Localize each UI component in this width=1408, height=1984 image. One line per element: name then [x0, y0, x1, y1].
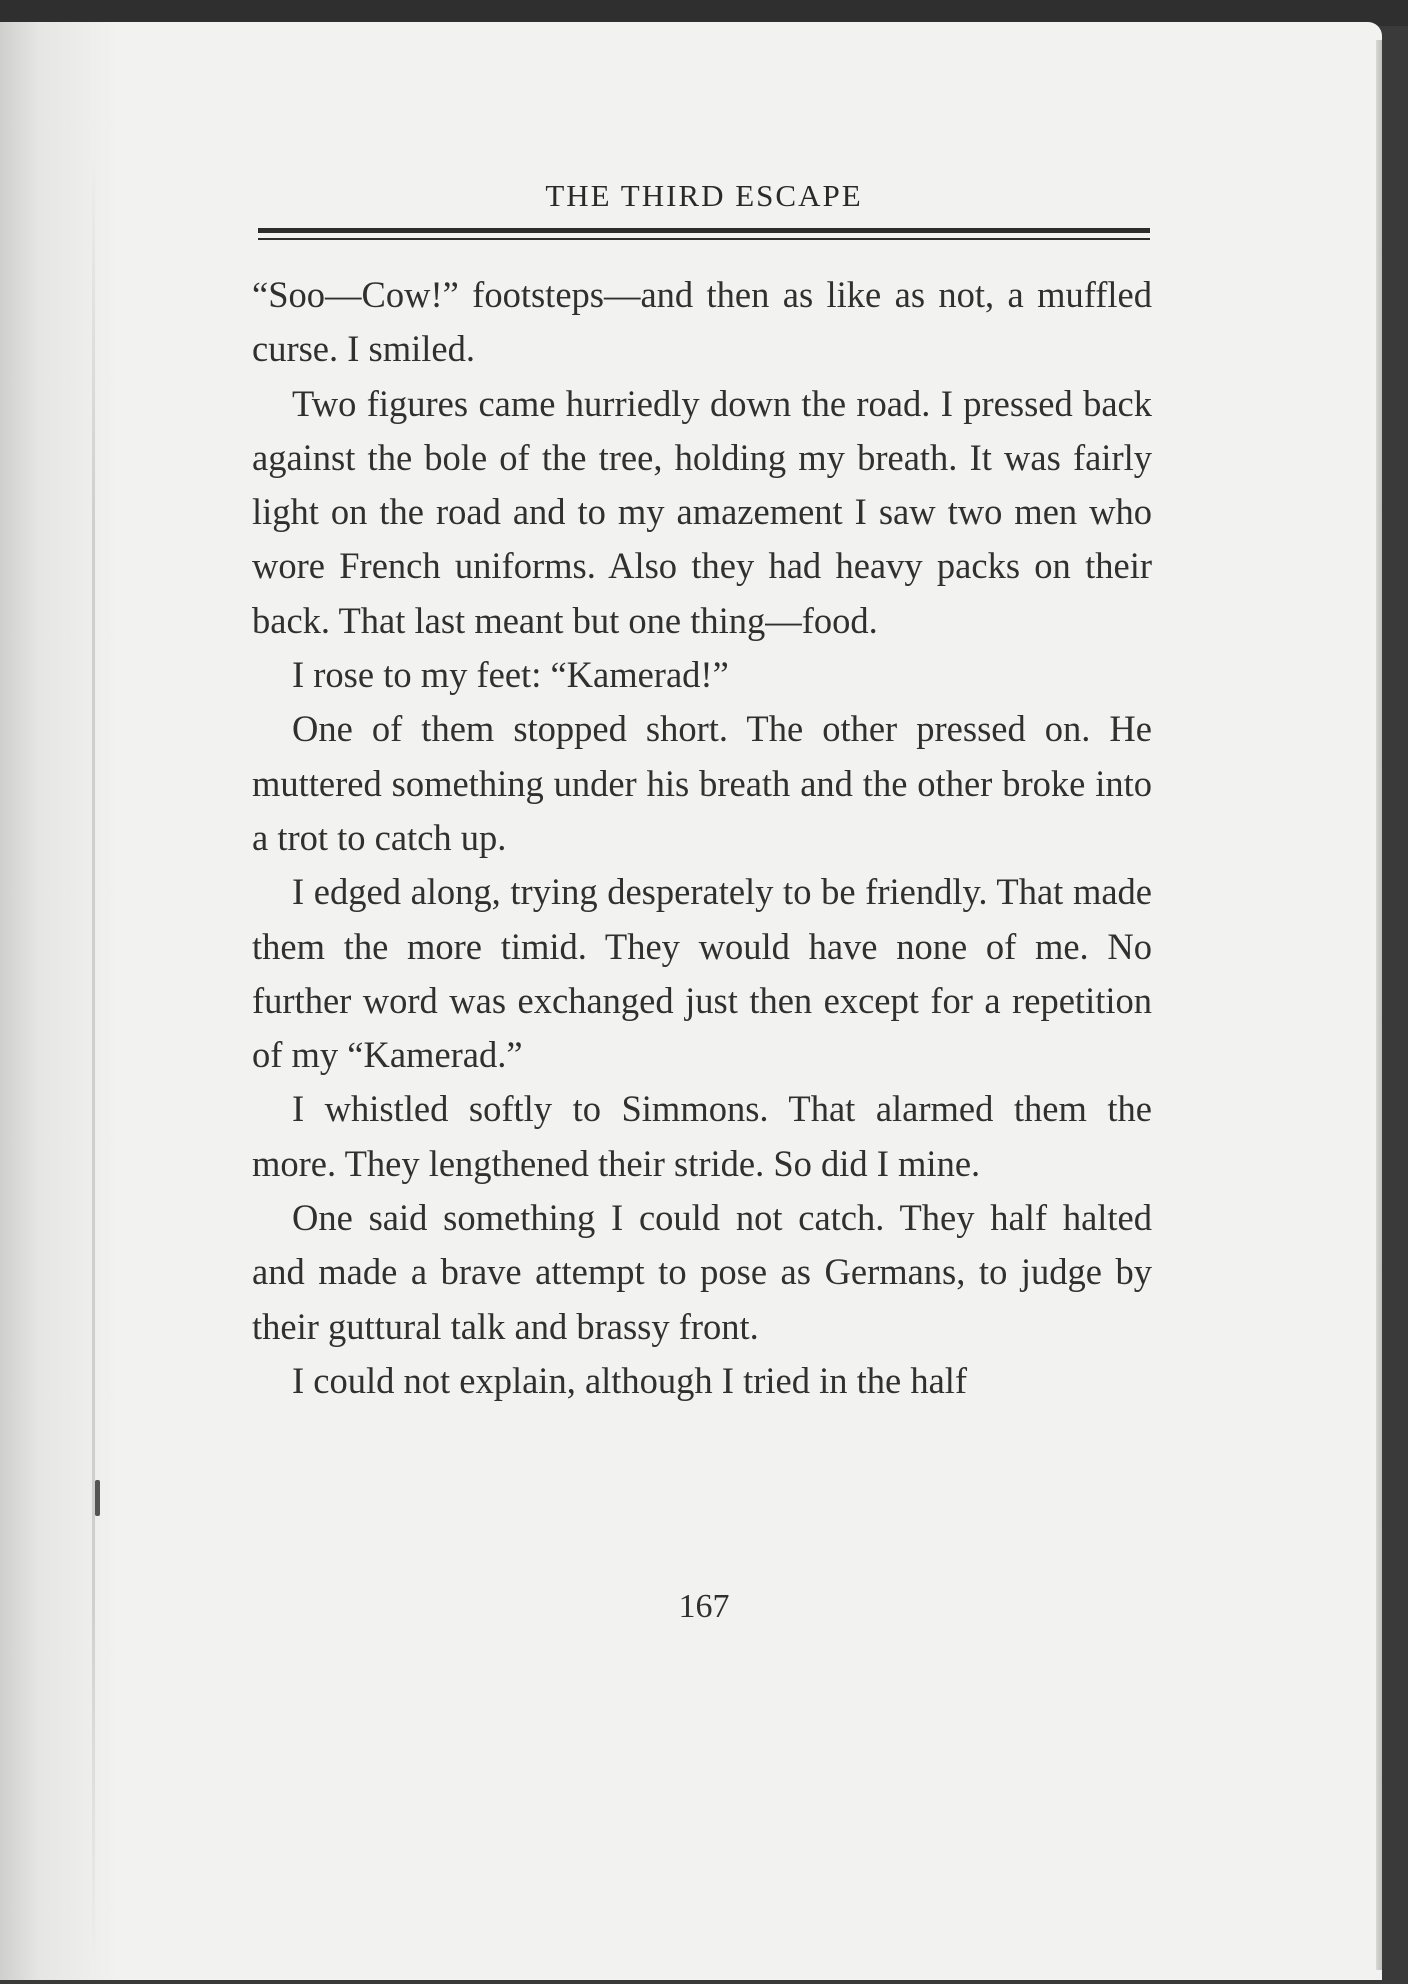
paragraph: “Soo—Cow!” footsteps—and then as like as not, a muffled curse. I smiled. — [252, 274, 1152, 370]
header-rule-thick — [258, 228, 1150, 233]
paragraph: I whistled softly to Simmons. That alarmed them the more. They lengthened their stride. So did I mine. — [252, 1088, 1152, 1184]
paragraph: One of them stopped short. The other pressed on. He muttered something under his breath and the other broke into a trot to catch up. — [252, 708, 1152, 858]
header-rule-thin — [258, 238, 1150, 240]
gutter-shadow — [0, 22, 120, 1980]
gutter-line — [92, 160, 95, 1960]
page-number: 167 — [678, 1588, 730, 1625]
page-edge — [1376, 40, 1382, 1970]
paragraph: Two figures came hurriedly down the road. I pressed back against the bole of the tree, holding my breath. It was fairly light on the road and to my amazement I saw two men who wore French uniforms. Also they had heavy packs on their back. That last meant but one thing—food. — [252, 382, 1152, 641]
paragraph: One said something I could not catch. They half halted and made a brave attempt to pose as Germans, to judge by their guttural talk and brassy front. — [252, 1197, 1152, 1347]
body-text — [252, 268, 1152, 1408]
paragraph: I could not explain, although I tried in the half — [292, 1359, 968, 1401]
binding-mark — [95, 1480, 100, 1516]
paragraph: I edged along, trying desperately to be friendly. That made them the more timid. They would have none of me. No further word was exchanged just then except for a repetition of my “Kamerad.” — [252, 871, 1152, 1076]
running-head: THE THIRD ESCAPE — [545, 178, 863, 213]
paragraph: I rose to my feet: “Kamerad!” — [292, 654, 729, 696]
